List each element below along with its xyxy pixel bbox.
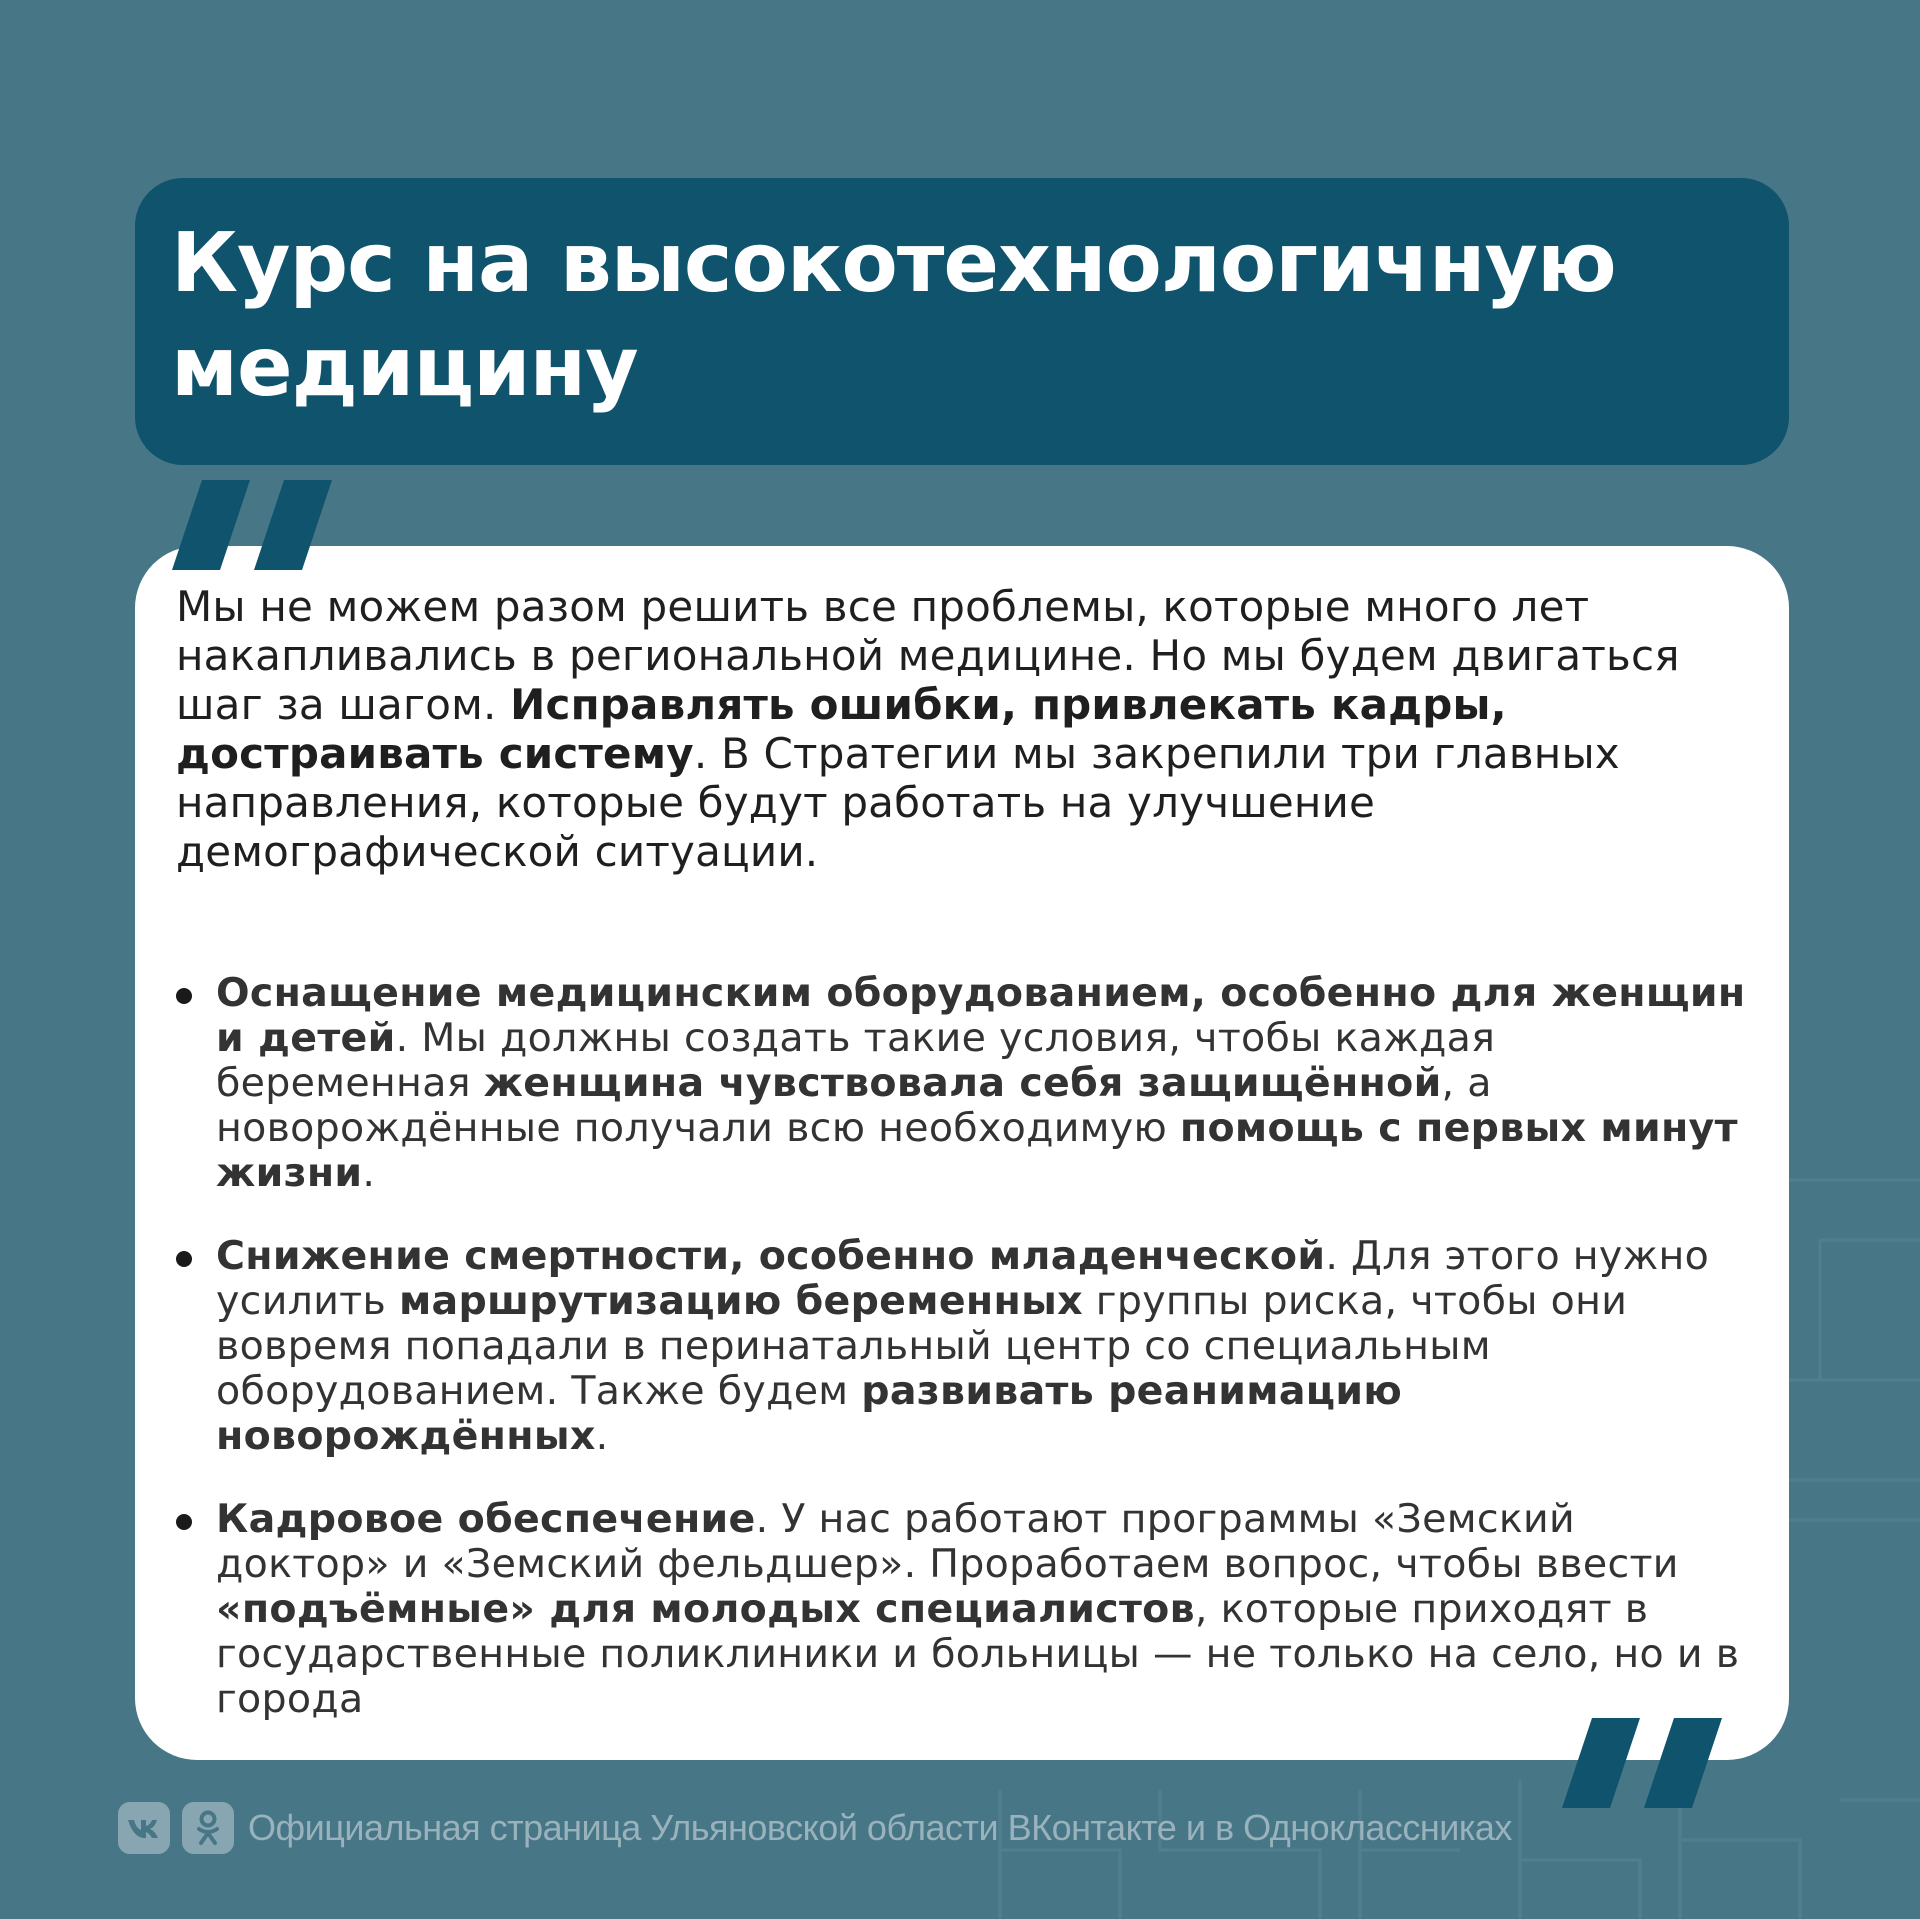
bullet-dot-icon [176, 988, 192, 1004]
title-line-1: Курс на высокотехнологичную [171, 216, 1616, 311]
bullet-text: . У нас работают программы «Земский доктор» и «Земский фельдшер». Проработаем вопрос, чтобы ввести [216, 1496, 1679, 1587]
page-title [171, 212, 1789, 420]
open-quote-icon [172, 480, 332, 570]
intro-text-2: . В Стратегии мы закрепили три главных направления, которые будут работать на улучшение демографической ситуации. [176, 729, 1620, 876]
bullet-text: , а новорождённые получали всю необходимую [216, 1060, 1492, 1151]
vk-icon[interactable] [118, 1802, 170, 1854]
bullet-bold: Снижение смертности, особенно младенческой [216, 1233, 1326, 1279]
title-line-2: медицину [171, 320, 638, 415]
bullet-bold: «подъёмные» для молодых специалистов [216, 1586, 1195, 1632]
intro-text-1: Мы не можем разом решить все проблемы, которые много лет накапливались в региональной медицине. Но мы будем двигаться шаг за шагом. [176, 582, 1680, 729]
list-item [176, 971, 1749, 1196]
bullet-text: . [362, 1150, 376, 1196]
intro-bold-1: Исправлять ошибки, привлекать кадры, достраивать систему [176, 680, 1507, 778]
intro-paragraph [176, 582, 1749, 876]
bullet-bold: маршрутизацию беременных [398, 1278, 1083, 1324]
bullet-text: , которые приходят в государственные поликлиники и больницы — не только на село, но и в города [216, 1586, 1740, 1722]
bullet-dot-icon [176, 1251, 192, 1267]
quote-card [135, 546, 1789, 1760]
bullet-text: группы риска, чтобы они вовремя попадали в перинатальный центр со специальным оборудованием. Также будем [216, 1278, 1628, 1414]
bullet-bold: помощь с первых минут жизни [216, 1105, 1738, 1196]
bullet-text: . Для этого нужно усилить [216, 1233, 1710, 1324]
footer [118, 1800, 1512, 1856]
footer-caption: Официальная страница Ульяновской области ВКонтакте и в Одноклассниках [248, 1807, 1512, 1848]
directions-list [176, 971, 1749, 1722]
bullet-bold: Оснащение медицинским оборудованием, особенно для женщин и детей [216, 970, 1746, 1061]
list-item [176, 1234, 1749, 1459]
bullet-bold: женщина чувствовала себя защищённой [483, 1060, 1442, 1106]
bullet-dot-icon [176, 1514, 192, 1530]
bullet-text: . [595, 1413, 609, 1459]
title-banner [135, 178, 1789, 465]
ok-icon[interactable] [182, 1802, 234, 1854]
bullet-bold: развивать реанимацию новорождённых [216, 1368, 1403, 1459]
list-item [176, 1497, 1749, 1722]
bullet-text: . Мы должны создать такие условия, чтобы каждая беременная [216, 1015, 1496, 1106]
bullet-bold: Кадровое обеспечение [216, 1496, 756, 1542]
close-quote-icon [1562, 1718, 1722, 1808]
